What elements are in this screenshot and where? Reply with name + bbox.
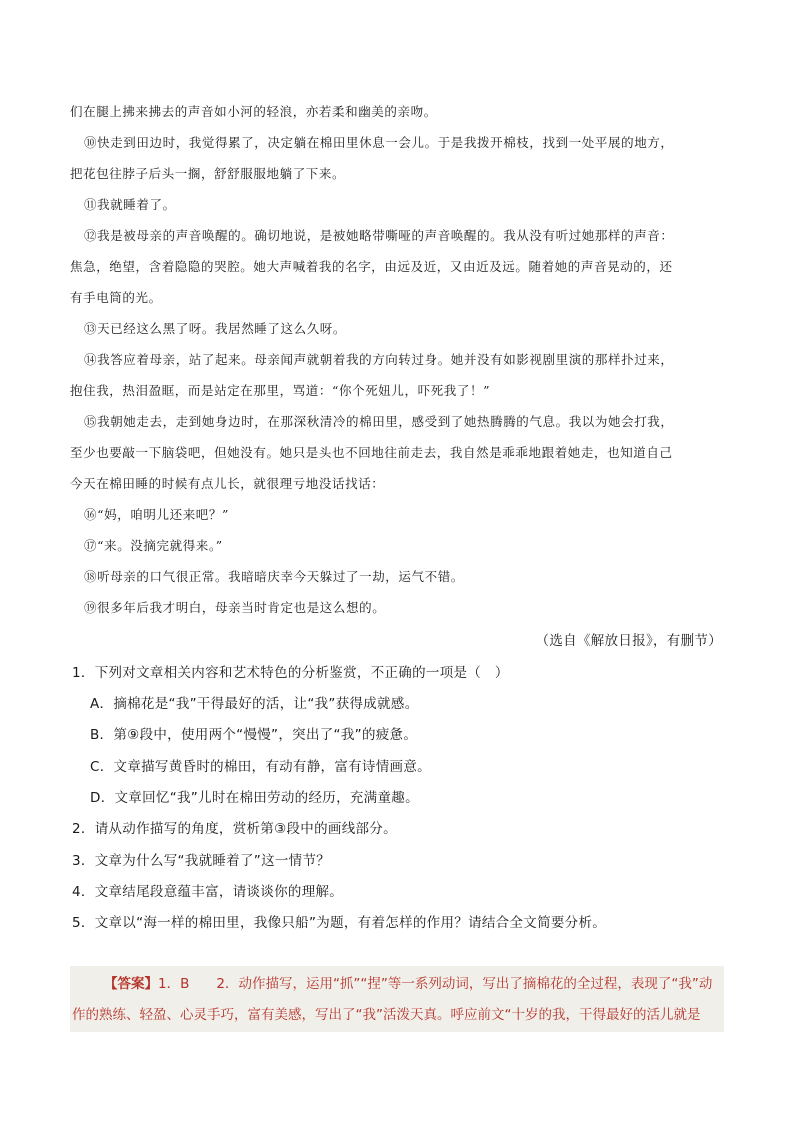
question-5: 5．文章以“海一样的棉田里，我像只船”为题，有着怎样的作用？请结合全文简要分析。 (72, 915, 607, 931)
option-b: B．第⑨段中，使用两个“慢慢”，突出了“我”的疲惫。 (90, 727, 418, 743)
answer-line-2: 作的熟练、轻盈、心灵手巧，富有美感，写出了“我”活泼天真。呼应前文“十岁的我，干得最好的活儿就是 (72, 1007, 701, 1023)
story-line: ⑱听母亲的口气很正常。我暗暗庆幸今天躲过了一劫，运气不错。 (84, 569, 464, 584)
story-line: ⑮我朝她走去，走到她身边时，在那深秋清冷的棉田里，感受到了她热腾腾的气息。我以为她会打我， (84, 414, 674, 429)
story-line: 焦急，绝望，含着隐隐的哭腔。她大声喊着我的名字，由远及近，又由近及远。随着她的声音晃动的，还 (70, 259, 673, 274)
answer-tag: 【答案】 (104, 976, 158, 992)
story-line: 们在腿上拂来拂去的声音如小河的轻浪，亦若柔和幽美的亲吻。 (70, 104, 437, 119)
option-d: D．文章回忆“我”儿时在棉田劳动的经历，充满童趣。 (90, 790, 419, 806)
answer-text: 1．B 2．动作描写，运用“抓”“捏”等一系列动词，写出了摘棉花的全过程，表现了“我”动 (158, 976, 713, 992)
story-line: ⑬天已经这么黑了呀。我居然睡了这么久呀。 (84, 321, 347, 336)
story-line: 今天在棉田睡的时候有点儿长，就很理亏地没话找话： (70, 476, 385, 491)
story-line: 把花包往脖子后头一搁，舒舒服服地躺了下来。 (70, 166, 346, 181)
story-line: ⑩快走到田边时，我觉得累了，决定躺在棉田里休息一会儿。于是我拨开棉枝，找到一处平展的地方， (84, 135, 674, 150)
question-2: 2．请从动作描写的角度，赏析第③段中的画线部分。 (72, 821, 397, 837)
question-3: 3．文章为什么写“我就睡着了”这一情节？ (72, 853, 331, 869)
story-line: 抱住我，热泪盈眶，而是站定在那里，骂道：“你个死妞儿，吓死我了！” (70, 383, 491, 398)
answer-line-1 (104, 975, 712, 993)
story-line: ⑪我就睡着了。 (84, 197, 176, 212)
source-note: （选自《解放日报》，有删节） (535, 633, 722, 649)
story-line: 至少也要敲一下脑袋吧，但她没有。她只是头也不回地往前走去，我自然是乖乖地跟着她走，也知道自己 (70, 445, 673, 460)
option-a: A．摘棉花是“我”干得最好的活，让“我”获得成就感。 (90, 696, 419, 712)
story-line: ⑰“来。没摘完就得来。” (84, 538, 223, 553)
story-line: ⑲很多年后我才明白，母亲当时肯定也是这么想的。 (84, 600, 386, 615)
story-line: ⑭我答应着母亲，站了起来。母亲闻声就朝着我的方向转过身。她并没有如影视剧里演的那样扑过来， (84, 352, 674, 367)
question-4: 4．文章结尾段意蕴丰富，请谈谈你的理解。 (72, 884, 344, 900)
story-line: ⑫我是被母亲的声音唤醒的。确切地说，是被她略带嘶哑的声音唤醒的。我从没有听过她那样的声音： (84, 228, 674, 243)
option-c: C．文章描写黄昏时的棉田，有动有静，富有诗情画意。 (90, 759, 431, 775)
story-line: 有手电筒的光。 (70, 290, 162, 305)
story-line: ⑯“妈，咱明儿还来吧？” (84, 507, 229, 522)
question-1: 1．下列对文章相关内容和艺术特色的分析鉴赏，不正确的一项是（ ） (72, 665, 509, 681)
